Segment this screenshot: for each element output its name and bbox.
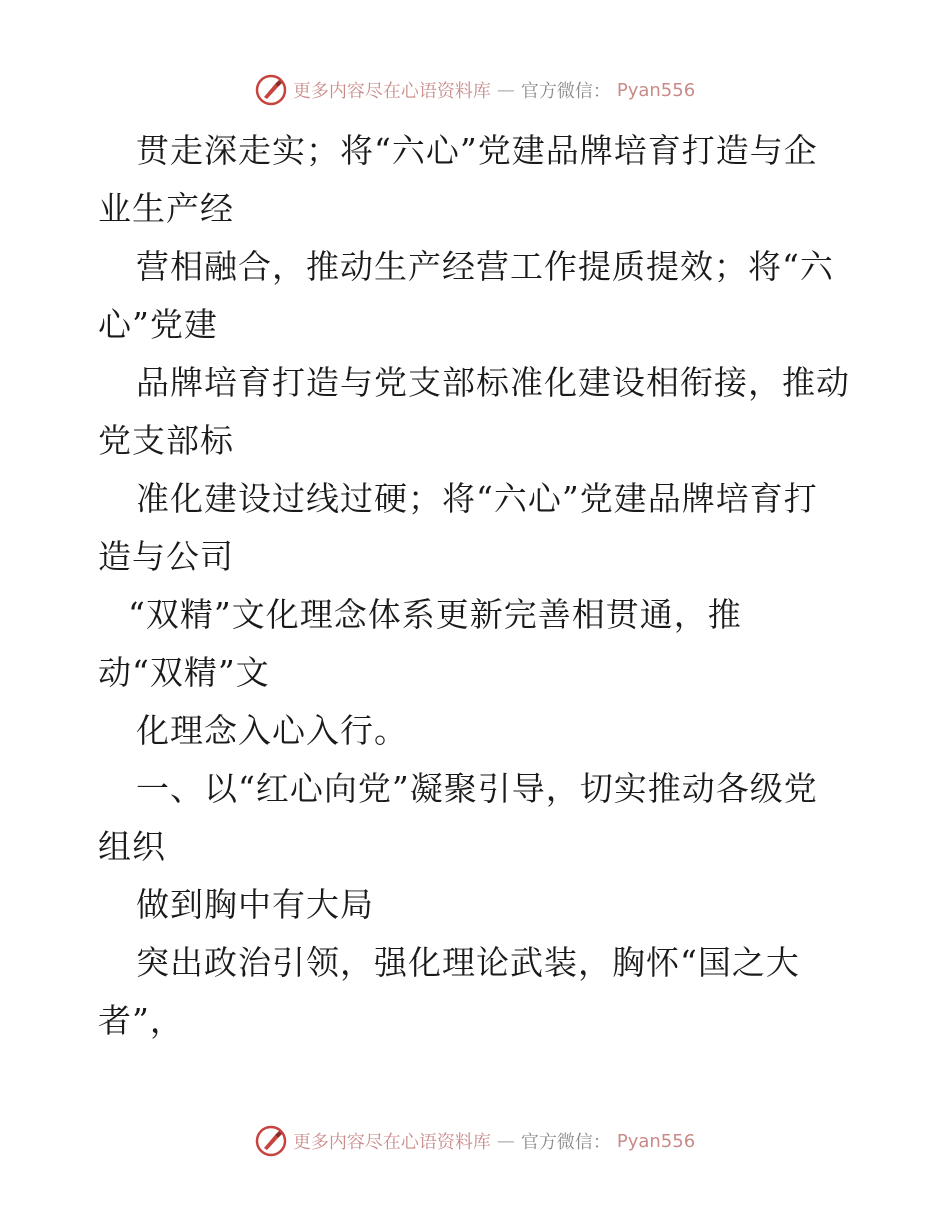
text-line: 党支部标 (98, 421, 234, 460)
text-line: 品牌培育打造与党支部标准化建设相衔接，推动 (136, 363, 850, 402)
watermark-wechat-label: 官方微信： (520, 1132, 611, 1153)
text-line: 造与公司 (98, 537, 234, 576)
text-line: 做到胸中有大局 (136, 885, 374, 924)
watermark-dash: — (496, 1130, 515, 1152)
pen-logo-icon (255, 74, 287, 106)
text-line: 化理念入心入行。 (136, 711, 408, 750)
section-heading: 一、以“红心向党”凝聚引导，切实推动各级党 (136, 769, 818, 808)
watermark-wechat-id: Pyan556 (616, 1130, 696, 1152)
text-line: 动“双精”文 (98, 653, 270, 692)
watermark-dash: — (496, 79, 515, 101)
text-line: 突出政治引领，强化理论武装，胸怀“国之大 (136, 943, 800, 982)
text-line: 组织 (98, 827, 166, 866)
text-line: 业生产经 (98, 189, 234, 228)
text-line: 者”， (98, 1001, 184, 1040)
document-body (98, 122, 858, 1050)
watermark-text: 更多内容尽在心语资料库 (292, 81, 491, 102)
watermark-wechat-id: Pyan556 (616, 79, 696, 101)
text-line: 心”党建 (98, 305, 218, 344)
watermark-wechat-label: 官方微信： (520, 81, 611, 102)
text-line: “双精”文化理念体系更新完善相贯通，推 (128, 595, 742, 634)
pen-logo-icon (255, 1125, 287, 1157)
text-line: 准化建设过线过硬；将“六心”党建品牌培育打 (136, 479, 818, 518)
text-line: 营相融合，推动生产经营工作提质提效；将“六 (136, 247, 834, 286)
text-line: 贯走深走实；将“六心”党建品牌培育打造与企 (136, 131, 818, 170)
watermark-text: 更多内容尽在心语资料库 (292, 1132, 491, 1153)
footer-watermark (0, 1125, 950, 1157)
header-watermark (0, 74, 950, 106)
